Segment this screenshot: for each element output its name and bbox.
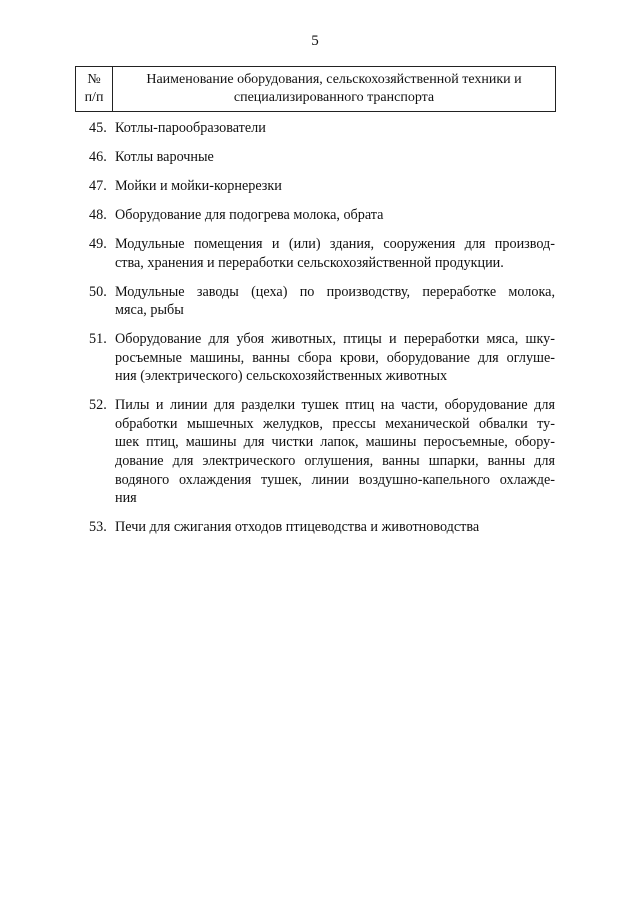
table-header-number-column [76,67,113,111]
list-item-line: обработки мышечных желудков, прессы механической обвалки ту- [115,415,555,432]
table-header-name-column [113,67,555,111]
list-item-line: Котлы варочные [115,148,214,165]
list-item-number: 48. [89,206,107,223]
list-item-text [115,518,555,537]
list-item-text [115,283,555,320]
list-item-line: Модульные заводы (цеха) по производству, переработке молока, [115,283,555,300]
equipment-list [89,119,555,547]
list-item-line: дование для электрического оглушения, ванны шпарки, ванны для [115,453,555,470]
list-item-number: 47. [89,177,107,194]
list-item-number: 51. [89,331,107,348]
list-item-line: ния (электрического) сельскохозяйственных животных [115,368,448,385]
list-item-text [115,206,555,225]
list-item-line: мяса, рыбы [115,302,184,319]
list-item [89,119,555,138]
list-item [89,283,555,320]
list-item-text [115,177,555,196]
list-item-number: 49. [89,235,107,252]
table-header [75,66,556,112]
list-item-number: 46. [89,148,107,165]
name-header-line-2: специализированного транспорта [233,90,435,105]
list-item [89,206,555,225]
list-item-number: 50. [89,283,107,300]
list-item-line: ства, хранения и переработки сельскохозяйственной продукции. [115,254,504,271]
list-item-line: Мойки и мойки-корнерезки [115,177,282,194]
list-item-line: Пилы и линии для разделки тушек птиц на части, оборудование для [115,397,555,414]
list-item-number: 52. [89,397,107,414]
list-item [89,148,555,167]
list-item-line: шек птиц, машины для чистки лапок, машины перосъемные, обору- [115,434,555,451]
list-item-text [115,235,555,272]
name-header-line-1: Наименование оборудования, сельскохозяйственной техники и [146,72,522,87]
list-item-line: Котлы-парообразователи [115,120,266,136]
list-item-line: водяного охлаждения тушек, линии воздушно-капельного охлажде- [115,471,555,488]
list-item-text [115,119,555,138]
list-item-line: Печи для сжигания отходов птицеводства и животноводства [115,519,480,536]
page-number: 5 [311,33,319,49]
number-abbreviation: п/п [84,90,104,105]
list-item-line: росъемные машины, ванны сбора крови, оборудование для оглуше- [115,349,555,366]
list-item-text [115,148,555,167]
list-item-text [115,396,555,508]
list-item-line: Оборудование для убоя животных, птицы и переработки мяса, шку- [115,331,555,348]
list-item [89,518,555,537]
list-item [89,177,555,196]
list-item-line: ния [115,490,137,507]
list-item [89,330,555,386]
list-item [89,396,555,508]
list-item-line: Модульные помещения и (или) здания, сооружения для производ- [115,235,555,252]
list-item-number: 53. [89,519,107,536]
number-sign: № [87,72,101,87]
list-item [89,235,555,272]
list-item-number: 45. [89,120,107,136]
list-item-text [115,330,555,386]
list-item-line: Оборудование для подогрева молока, обрата [115,206,384,223]
